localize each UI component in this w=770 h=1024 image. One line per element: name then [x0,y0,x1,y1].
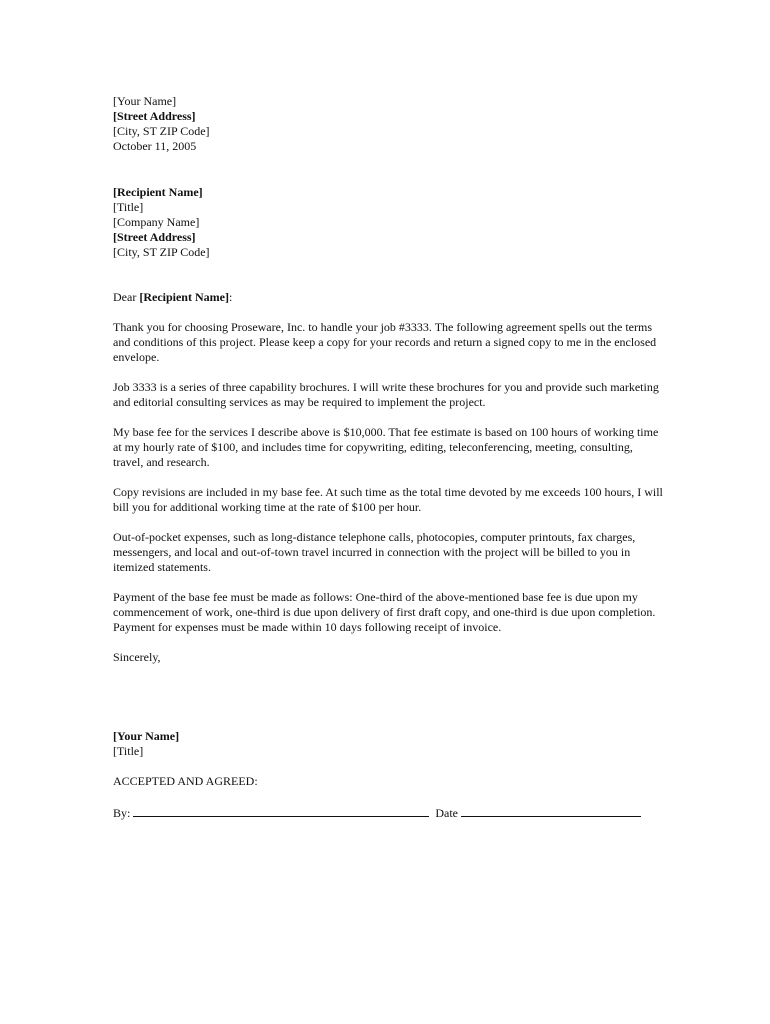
recipient-name: [Recipient Name] [113,185,203,199]
salutation [113,290,663,305]
signature-title: [Title] [113,744,144,758]
recipient-city: [City, ST ZIP Code] [113,245,210,259]
recipient-street: [Street Address] [113,230,196,244]
date-label: Date [435,806,461,820]
body-paragraph-6: Payment of the base fee must be made as follows: One-third of the above-mentioned base fee is due upon my commencement of work, one-third is due upon delivery of first draft copy, and one-third is due upon completion. Payment for expenses must be made within 10 days following receipt of invoice. [113,590,656,634]
acceptance-signature-row [113,804,663,821]
body-paragraph-3: My base fee for the services I describe above is $10,000. That fee estimate is based on 100 hours of working time at my hourly rate of $100, and includes time for copywriting, editing, teleconferencing, meeting, consulting, travel, and research. [113,425,659,469]
sender-city: [City, ST ZIP Code] [113,124,210,138]
salutation-name: [Recipient Name] [139,290,229,304]
body-paragraph-4: Copy revisions are included in my base fee. At such time as the total time devoted by me exceeds 100 hours, I will bill you for additional working time at the rate of $100 per hour. [113,485,663,514]
date-signature-line [461,804,641,817]
sender-address-block [113,94,663,154]
closing: Sincerely, [113,650,161,664]
letter-date: October 11, 2005 [113,139,197,153]
body-paragraph-1: Thank you for choosing Proseware, Inc. to handle your job #3333. The following agreement spells out the terms and conditions of this project. Please keep a copy for your records and return a signed copy to me in the enclosed envelope. [113,320,657,364]
sender-name: [Your Name] [113,94,177,108]
body-paragraph-2: Job 3333 is a series of three capability brochures. I will write these brochures for you and provide such marketing and editorial consulting services as may be required to implement the project. [113,380,659,409]
acceptance-heading: ACCEPTED AND AGREED: [113,774,258,788]
salutation-suffix: : [228,290,233,304]
sender-street: [Street Address] [113,109,196,123]
by-label: By: [113,806,134,820]
letter-page [113,94,663,821]
signature-name: [Your Name] [113,729,180,743]
by-signature-line [133,804,429,817]
salutation-prefix: Dear [113,290,140,304]
signature-block [113,729,663,759]
recipient-address-block [113,185,663,260]
recipient-title: [Title] [113,200,144,214]
body-paragraph-5: Out-of-pocket expenses, such as long-distance telephone calls, photocopies, computer printouts, fax charges, messengers, and local and out-of-town travel incurred in connection with the project will be billed to you in itemized statements. [113,530,636,574]
recipient-company: [Company Name] [113,215,200,229]
